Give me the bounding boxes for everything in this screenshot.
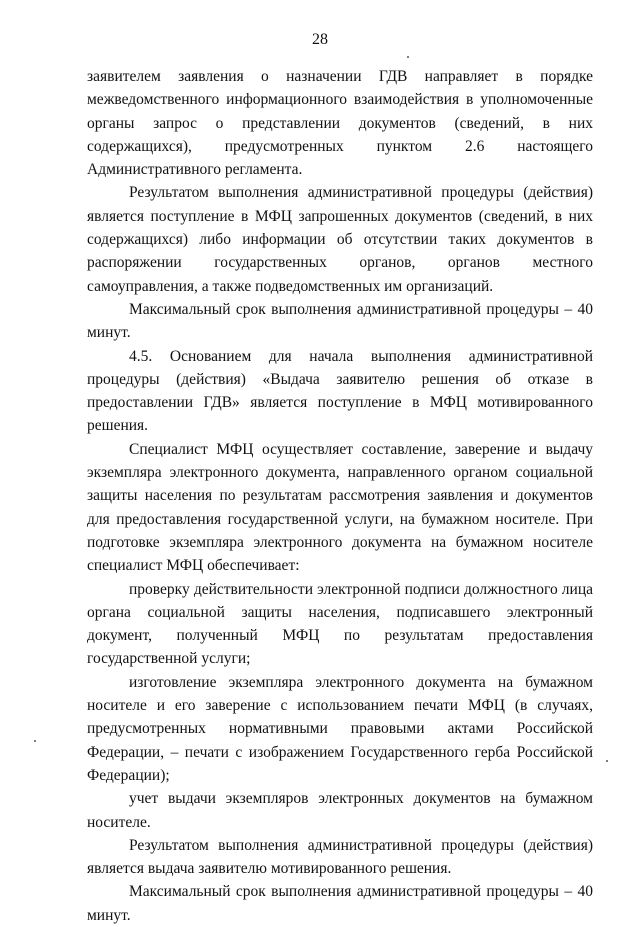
paragraph: Результатом выполнения административной процедуры (действия) является выдача заявителю мотивированного решения. [87,836,593,878]
paragraph: Результатом выполнения административной процедуры (действия) является поступление в МФЦ запрошенных документов (сведений, в них содержащихся) либо информации об отсутствии таких документов в распоряжении государственных органов, органов местного самоуправления, а также подведомственных им организаций. [87,184,593,295]
paragraph: Максимальный срок выполнения административной процедуры – 40 минут. [87,300,593,342]
paragraph: учет выдачи экземпляров электронных документов на бумажном носителе. [87,790,593,831]
scan-speck [407,56,409,58]
document-body [87,65,593,927]
paragraph: Специалист МФЦ осуществляет составление, заверение и выдачу экземпляра электронного документа, направленного органом социальной защиты населения по результатам рассмотрения заявления и документов для предоставления государственной услуги, на бумажном носителе. При подготовке экземпляра электронного документа на бумажном носителе специалист МФЦ обеспечивает: [87,440,593,575]
paragraph: изготовление экземпляра электронного документа на бумажном носителе и его заверение с использованием печати МФЦ (в случаях, предусмотренных нормативными правовыми актами Российской Федерации, – печати с изображением Государственного герба Российской Федерации); [87,673,593,784]
scan-speck [606,760,608,762]
paragraph: заявителем заявления о назначении ГДВ направляет в порядке межведомственного информационного взаимодействия в уполномоченные органы запрос о представлении документов (сведений, в них содержащихся), предусмотренных пунктом 2.6 настоящего Административного регламента. [87,68,593,179]
paragraph: Максимальный срок выполнения административной процедуры – 40 минут. [87,883,593,924]
paragraph: проверку действительности электронной подписи должностного лица органа социальной защиты населения, подписавшего электронный документ, полученный МФЦ по результатам предоставления государственной услуги; [87,580,593,668]
paragraph: 4.5. Основанием для начала выполнения административной процедуры (действия) «Выдача заявителю решения об отказе в предоставлении ГДВ» является поступление в МФЦ мотивированного решения. [87,347,593,435]
scan-speck [34,740,36,742]
page-number: 28 [312,31,328,48]
